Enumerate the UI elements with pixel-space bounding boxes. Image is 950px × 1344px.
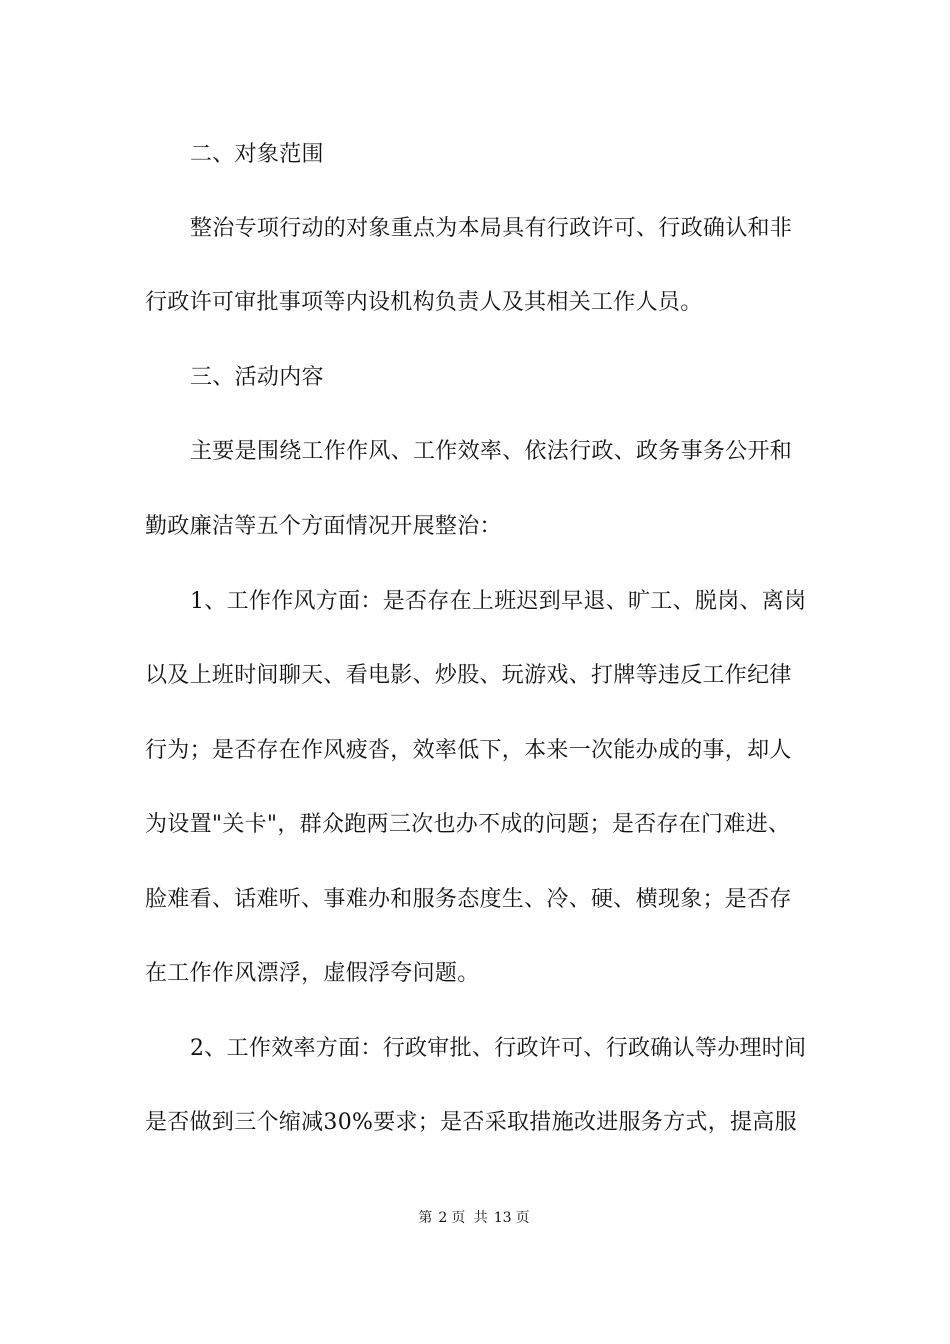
total-page-count: 13: [493, 1210, 512, 1226]
paragraph-line: 是否做到三个缩减30%要求；是否采取措施改进服务方式，提高服: [145, 1110, 797, 1135]
footer-prefix: 第: [418, 1210, 435, 1226]
paragraph-line: 脸难看、话难听、事难办和服务态度生、冷、硬、横现象；是否存: [145, 887, 792, 912]
footer-suffix: 页: [515, 1210, 532, 1226]
paragraph-line: 主要是围绕工作作风、工作效率、依法行政、政务事务公开和: [190, 439, 793, 464]
paragraph-line: 行为；是否存在作风疲沓，效率低下，本来一次能办成的事，却人: [145, 738, 792, 763]
page-number-footer: [0, 1208, 950, 1228]
paragraph-line: 以及上班时间聊天、看电影、炒股、玩游戏、打牌等违反工作纪律: [145, 663, 792, 688]
paragraph-line: 勤政廉洁等五个方面情况开展整治：: [145, 514, 502, 539]
paragraph-line: 1、工作作风方面：是否存在上班迟到早退、旷工、脱岗、离岗: [190, 589, 807, 614]
section-heading-scope: 二、对象范围: [190, 142, 324, 167]
current-page-number: 2: [438, 1210, 448, 1226]
paragraph-line: 整治专项行动的对象重点为本局具有行政许可、行政确认和非: [190, 216, 793, 241]
footer-middle: 页 共: [451, 1210, 490, 1226]
paragraph-line: 行政许可审批事项等内设机构负责人及其相关工作人员。: [145, 290, 703, 315]
paragraph-line: 为设置"关卡"，群众跑两三次也办不成的问题；是否存在门难进、: [145, 812, 791, 837]
section-heading-content: 三、活动内容: [190, 365, 324, 390]
paragraph-line: 2、工作效率方面：行政审批、行政许可、行政确认等办理时间: [190, 1036, 807, 1061]
paragraph-line: 在工作作风漂浮，虚假浮夸问题。: [145, 961, 480, 986]
